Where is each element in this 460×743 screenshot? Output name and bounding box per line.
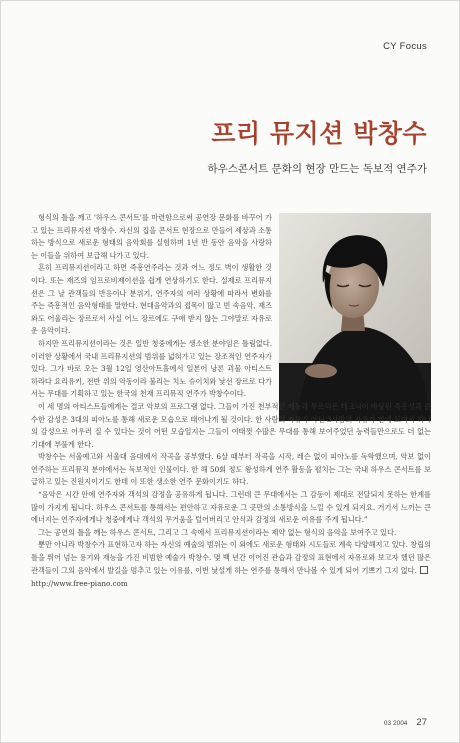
body-paragraph: “음악은 시간 안에 연주자와 객석의 감정을 공유하게 됩니다. 그런데 큰 무대에서는 그 감동이 제대로 전달되지 못하는 한계를 많이 가지게 됩니다. 하우스 콘서트를 통해서는 편안하고 자유로운 그 곳만의 소통방식을 느낄 수 있게 되지요. 거기서 느끼는 큰 에너지는 연주자에게나 청중에게나 객석의 무거움을 털어버리고 안식과 감정의 새로운 여유를 주게 됩니다.” <box>31 490 431 525</box>
article-subtitle: 하우스콘서트 문화의 현장 만드는 독보적 연주가 <box>207 163 427 175</box>
body-paragraph: 이 세 명의 아티스트들에게는 결코 악보의 프로그램 없다. 그들이 가진 천부적인 재능과 무르익은 테크닉이 바탕된 즉흥성과 순수한 감성은 3대의 피아노를 통해 새로운 모습으로 태어나게 될 것이다. 한 사람의 자유가 아닌 3사람의 자유가 한데 모여서 하나의 감성으로 어우러 질 수 있다는 것이 어떤 모습일지는 그들이 여태껏 수많은 무대를 통해 보여주었던 능력들만으로도 더 없는 기대에 부풀게 한다. <box>31 401 431 449</box>
body-paragraph: 그는 공연의 틀을 깨는 하우스 콘서트, 그리고 그 속에서 프리뮤지션이라는 제약 없는 형식의 음악을 보여주고 있다. <box>38 527 397 537</box>
article-body <box>31 212 431 591</box>
body-paragraph: 박창수는 서울예고와 서울대 음대에서 작곡을 공부했다. 6살 때부터 작곡을 시작, 레슨 없이 피아노를 독학했으며, 악보 없이 연주하는 프리뮤직 분야에서는 독보적인 인물이다. 한 해 50회 정도 왕성하게 연주 활동을 펼치는 그는 국내 하우스 콘서트를 보급하고 있는 진원지이기도 한데 이 또한 생소한 연주 문화이기도 하다. <box>31 452 431 487</box>
article-title: 프리 뮤지션 박창수 <box>211 119 427 148</box>
body-paragraph-last <box>31 539 431 577</box>
issue-date: 03 2004 <box>383 720 408 727</box>
page-number: 27 <box>416 717 427 728</box>
body-paragraph: 흔히 프리뮤지션이라고 하면 즉흥연주라는 것과 어느 정도 벽이 생활한 것이다. 또는 재즈의 임프로비제이션을 쉽게 연상하기도 한다. 실제로 프리뮤지션은 그 날 관객들의 반응이나 분위기, 연주자의 여러 상황에 따라서 변화를 주는 즉흥적인 음악형태를 말한다. 현대음악과의 접목이 많고 빈 속음악, 재즈와도 어울리는 장르로서 사실 어느 장르에도 구애 받지 않는 그야말로 자유로운 음악이다. <box>31 263 272 336</box>
body-paragraph: 형식의 틀을 깨고 '하우스 콘서트'를 마련함으로써 공연장 문화를 바꾸어 가고 있는 프리뮤지션 박창수. 자신의 집을 콘서트 현장으로 만들어 세상과 소통하는 방식으로 새로운 형태의 음악회를 실험하며 1년 반 동안 음악을 사랑하는 이들을 위하여 보급해 나가고 있다. <box>31 213 272 260</box>
page-footer <box>384 717 427 728</box>
website-link[interactable]: http://www.free-piano.com <box>31 579 128 589</box>
body-paragraph: 하지만 프리뮤지션이라는 것은 일반 청중에게는 생소한 분야임은 틀림없다. 이러한 상황에서 국내 프리뮤지션의 범위를 넓혀가고 있는 장조적인 연주자가 있다. 그가 바로 오는 3월 12일 영산아트홀에서 일본어 낭론 괴물 아티스트 하라다 요리유키, 전반 위의 악동이라 불리는 치노 슈이치와 낯선 장르로 다가서는 무대를 기획하고 있는 한국의 천재 프리뮤직 연주가 박창수이다. <box>31 338 272 399</box>
end-mark-icon <box>420 566 428 574</box>
body-paragraph-text: 뿐만 아니라 박창수가 표현하고자 하는 자신의 예술의 범위는 이 외에도 새로운 형태와 시도들로 계속 다양해지고 있다. 창립의 틀을 뛰어 넘는 용기와 재능을 가진 비범한 예술가 박창수. 몇 백 년간 이어진 관습과 감정의 표현에서 자유로와 보고자 했던 많은 관객들이 그의 음악에서 발길을 멈추고 있는 이유를, 이번 낯설게 하는 연주를 통해서 만나볼 수 있게 되어 기쁘기 그지 없다. <box>31 540 431 575</box>
section-label: CY Focus <box>383 41 427 52</box>
